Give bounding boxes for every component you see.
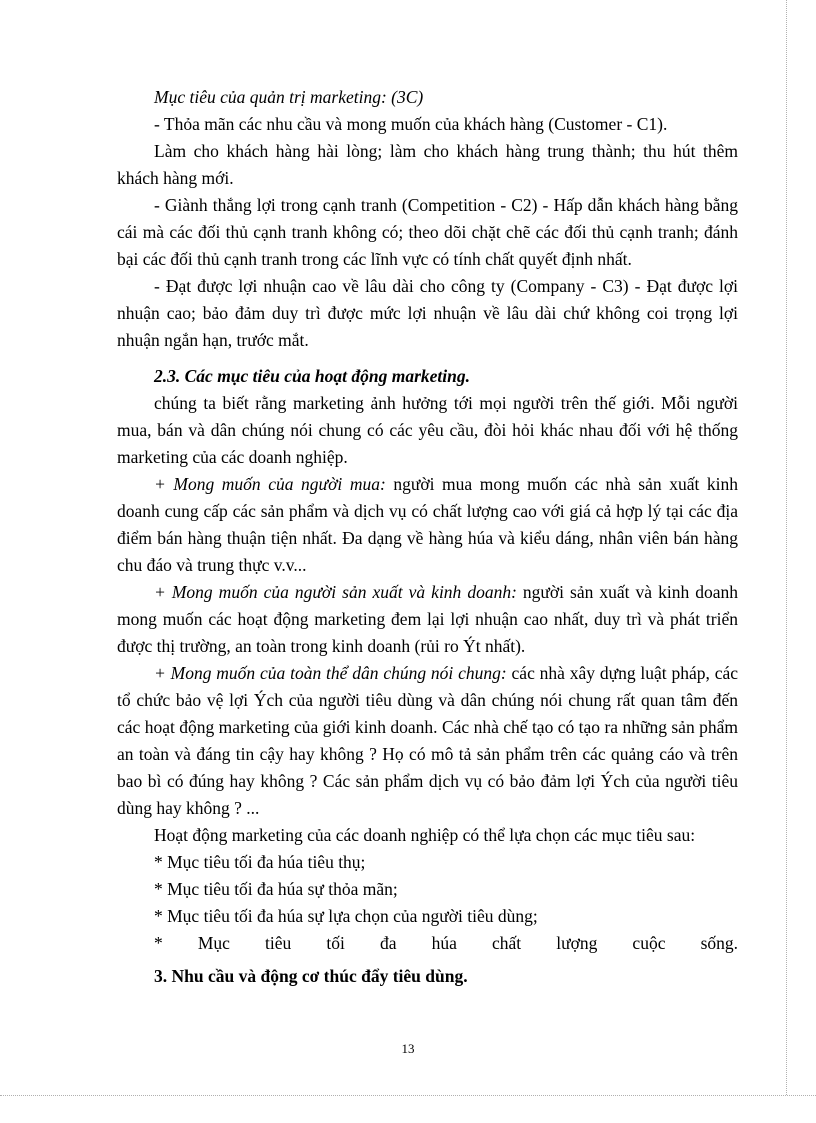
goal-item: * Mục tiêu tối đa húa sự lựa chọn của người tiêu dùng; bbox=[154, 906, 538, 926]
goal-item: * Mục tiêu tối đa húa chất lượng cuộc sống. bbox=[154, 933, 738, 953]
goals-intro: Hoạt động marketing của các doanh nghiệp có thể lựa chọn các mục tiêu sau: bbox=[154, 825, 696, 845]
objectives-title: Mục tiêu của quản trị marketing: (3C) bbox=[154, 87, 424, 107]
producer-label: + Mong muốn của người sản xuất và kinh doanh: bbox=[154, 582, 517, 602]
public-label: + Mong muốn của toàn thể dân chúng nói chung: bbox=[154, 663, 507, 683]
paragraph-public-wishes bbox=[117, 660, 738, 822]
paragraph-producer-wishes bbox=[117, 579, 738, 660]
section-2-3-heading: 2.3. Các mục tiêu của hoạt động marketing. bbox=[154, 366, 470, 386]
page-margin-guide-right bbox=[786, 0, 787, 1095]
paragraph-customer-c1: - Thỏa mãn các nhu cầu và mong muốn của khách hàng (Customer - C1). bbox=[154, 114, 668, 134]
paragraph-customer-detail: Làm cho khách hàng hài lòng; làm cho khách hàng trung thành; thu hút thêm khách hàng mới. bbox=[117, 141, 738, 188]
producer-text: người sản xuất và kinh doanh mong muốn các hoạt động marketing đem lại lợi nhuận cao nhất, duy trì và phát triển được thị trường, an toàn trong kinh doanh (rủi ro Ýt nhất). bbox=[117, 582, 738, 656]
goal-item: * Mục tiêu tối đa húa sự thỏa mãn; bbox=[154, 879, 398, 899]
public-text: các nhà xây dựng luật pháp, các tổ chức bảo vệ lợi Ých của người tiêu dùng và dân chúng nói chung rất quan tâm đến các hoạt động marketing của giới kinh doanh. Các nhà chế tạo có tạo ra những sản phẩm an toàn và đáng tin cậy hay không ? Họ có mô tả sản phẩm trên các quảng cáo và trên bao bì có đúng hay không ? Các sản phẩm dịch vụ có bảo đảm lợi Ých của người tiêu dùng hay không ? ... bbox=[117, 663, 738, 818]
section-3-heading: 3. Nhu cầu và động cơ thúc đẩy tiêu dùng. bbox=[154, 966, 468, 986]
goal-item: * Mục tiêu tối đa húa tiêu thụ; bbox=[154, 852, 366, 872]
page-content bbox=[117, 84, 738, 990]
paragraph-buyer-wishes bbox=[117, 471, 738, 579]
page-margin-guide-bottom bbox=[0, 1095, 816, 1096]
buyer-text: người mua mong muốn các nhà sản xuất kinh doanh cung cấp các sản phẩm và dịch vụ có chất lượng cao với giá cả hợp lý tại các địa điểm bán hàng thuận tiện nhất. Đa dạng về hàng húa và kiểu dáng, nhân viên bán hàng chu đáo và trung thực v.v... bbox=[117, 474, 738, 575]
page-number: 13 bbox=[401, 1041, 415, 1056]
section-2-3-intro: chúng ta biết rằng marketing ảnh hưởng tới mọi người trên thế giới. Mỗi người mua, bán và dân chúng nói chung có các yêu cầu, đòi hỏi khác nhau đối với hệ thống marketing của các doanh nghiệp. bbox=[117, 393, 738, 467]
paragraph-company-c3: - Đạt được lợi nhuận cao về lâu dài cho công ty (Company - C3) - Đạt được lợi nhuận cao; bảo đảm duy trì được mức lợi nhuận về lâu dài chứ không coi trọng lợi nhuận ngắn hạn, trước mắt. bbox=[117, 276, 738, 350]
paragraph-competition-c2: - Giành thắng lợi trong cạnh tranh (Competition - C2) - Hấp dẫn khách hàng bằng cái mà các đối thủ cạnh tranh không có; theo dõi chặt chẽ các đối thủ cạnh tranh; đánh bại các đối thủ cạnh tranh trong các lĩnh vực có tính chất quyết định nhất. bbox=[117, 195, 738, 269]
buyer-label: + Mong muốn của người mua: bbox=[154, 474, 386, 494]
